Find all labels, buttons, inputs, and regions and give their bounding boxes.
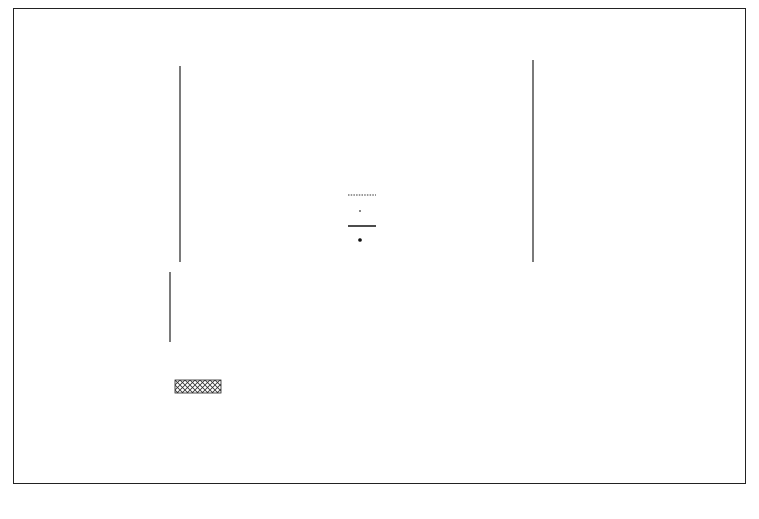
legend-computed xyxy=(358,238,362,242)
legend-assumed-trend xyxy=(359,210,361,212)
basin-fill-swatch xyxy=(175,380,221,393)
chart-legend xyxy=(348,195,376,242)
